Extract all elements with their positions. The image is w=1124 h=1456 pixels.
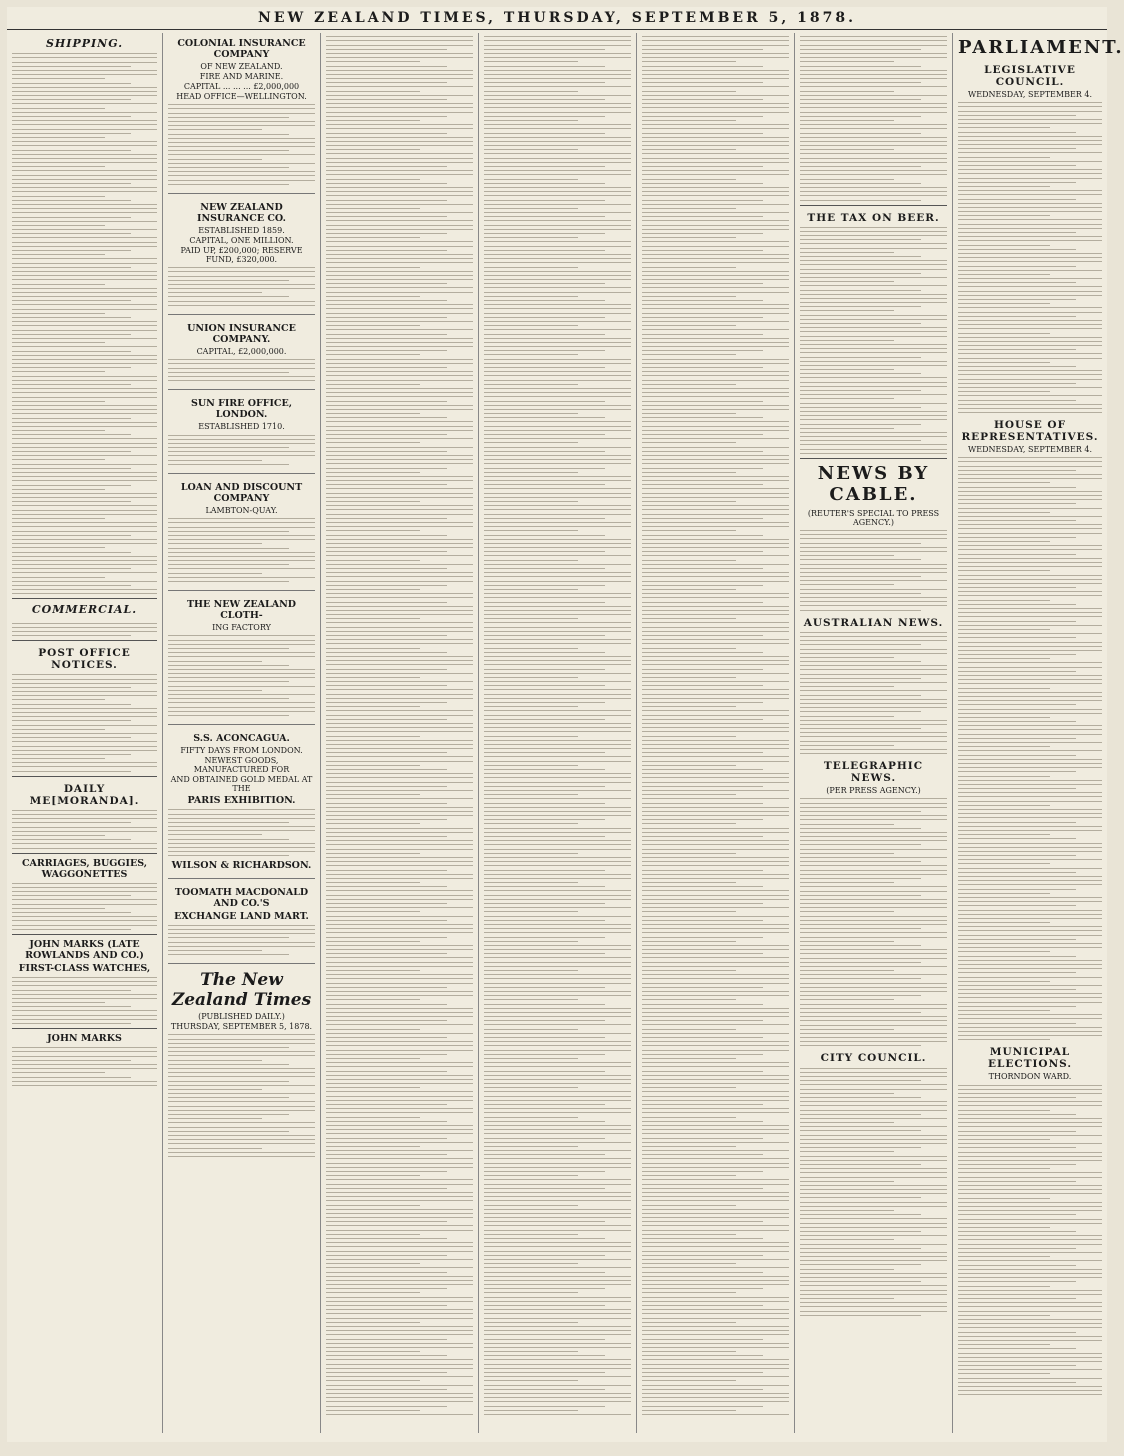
- cloth-heading: THE NEW ZEALAND CLOTH-: [186, 599, 296, 622]
- sun-heading: SUN FIRE OFFICE, LONDON.: [190, 398, 293, 421]
- masthead: NEW ZEALAND TIMES, THURSDAY, SEPTEMBER 5, 1878.: [7, 7, 1107, 30]
- editorial-text: [168, 1034, 315, 1156]
- marks2-heading: JOHN MARKS: [47, 1033, 122, 1044]
- loan-company-ad: LOAN AND DISCOUNT COMPANY LAMBTON-QUAY.: [168, 477, 315, 591]
- times-date: THURSDAY, SEPTEMBER 5, 1878.: [170, 1022, 313, 1032]
- toomath-heading: TOOMATH MACDONALD AND CO.'S: [174, 886, 309, 909]
- daily-heading: DAILY ME[MORANDA].: [29, 782, 140, 807]
- newspaper-page: [7, 7, 1124, 1442]
- post-office-heading: POST OFFICE NOTICES.: [38, 647, 131, 672]
- legislative-heading: LEGISLATIVE COUNCIL.: [984, 64, 1076, 88]
- parliament-heading: PARLIAMENT.: [958, 37, 1124, 58]
- column-5: [637, 33, 795, 1433]
- aconcagua-ad: S.S. ACONCAGUA. FIFTY DAYS FROM LONDON. NEWEST GOODS, MANUFACTURED FOR AND OBTAINED GOLD MEDAL AT THE PARIS EXHIBITION. WILSON & RICHARDSON.: [168, 728, 315, 878]
- column-6: THE TAX ON BEER. NEWS BY CABLE. (REUTER'S SPECIAL TO PRESS AGENCY.) AUSTRALIAN NEWS. TELEGRAPHIC NEWS. (PER PRESS AGENCY.) CITY COUNCIL.: [795, 33, 953, 1433]
- nz-insurance-heading: NEW ZEALAND INSURANCE CO.: [197, 201, 286, 224]
- australian-heading: AUSTRALIAN NEWS.: [803, 616, 944, 629]
- loan-heading: LOAN AND DISCOUNT COMPANY: [180, 482, 303, 504]
- municipal-heading: MUNICIPAL ELECTIONS.: [987, 1046, 1073, 1071]
- shipping-text: [12, 53, 157, 594]
- clothing-factory-ad: THE NEW ZEALAND CLOTH- ING FACTORY: [168, 594, 315, 725]
- toomath-ad: TOOMATH MACDONALD AND CO.'S EXCHANGE LAND MART.: [168, 882, 315, 965]
- colonial-heading: COLONIAL INSURANCE COMPANY: [177, 38, 306, 60]
- city-council-heading: CITY COUNCIL.: [820, 1052, 927, 1065]
- house-heading: HOUSE OF REPRESENTATIVES.: [961, 419, 1099, 444]
- nz-insurance-ad: NEW ZEALAND INSURANCE CO. ESTABLISHED 1859. CAPITAL, ONE MILLION. PAID UP, £200,000; RESERVE FUND, £320,000.: [168, 197, 315, 315]
- commercial-heading: COMMERCIAL.: [31, 603, 138, 617]
- news-heading: NEWS BY CABLE.: [817, 462, 930, 505]
- union-insurance-ad: UNION INSURANCE COMPANY. CAPITAL, £2,000,000.: [168, 318, 315, 390]
- column-3: [321, 33, 479, 1433]
- post-office-text: [12, 674, 157, 771]
- union-heading: UNION INSURANCE COMPANY.: [187, 323, 296, 345]
- sun-fire-ad: SUN FIRE OFFICE, LONDON. ESTABLISHED 1710.: [168, 393, 315, 474]
- column-7: PARLIAMENT. LEGISLATIVE COUNCIL. WEDNESDAY, SEPTEMBER 4. HOUSE OF REPRESENTATIVES. WEDNESDAY, SEPTEMBER 4. MUNICIPAL ELECTIONS. THORNDON WARD.: [953, 33, 1107, 1433]
- column-4: [479, 33, 637, 1433]
- carriages-heading: CARRIAGES, BUGGIES, WAGGONETTES: [21, 857, 148, 880]
- colonial-insurance-ad: COLONIAL INSURANCE COMPANY OF NEW ZEALAND. FIRE AND MARINE. CAPITAL ... ... ... £2,000,000 HEAD OFFICE—WELLINGTON.: [168, 33, 315, 194]
- column-1: [7, 33, 163, 1433]
- telegraphic-heading: TELEGRAPHIC NEWS.: [823, 760, 924, 785]
- column-2: COLONIAL INSURANCE COMPANY OF NEW ZEALAND. FIRE AND MARINE. CAPITAL ... ... ... £2,000,000 HEAD OFFICE—WELLINGTON. NEW ZEALAND INSURANCE CO. ESTABLISHED 1859. CAPITAL, ONE MILLION. PAID UP, £200,000; RESERVE FUND, £320,000. UNION INSURANCE COMPANY. CAPITAL, £2,000,000. SUN FIRE OFFICE, LONDON. ESTABLISHED 1710. LOAN AND DISCOUNT COMPANY LAMBTON-QUAY. THE NEW ZEALAND CLOTH- ING FACTORY S.S. ACONCAGUA. FIFTY DAYS FROM LONDON. NEWEST GOODS, MANUFACTURED FOR AND OBTAINED GOLD MEDAL AT THE PARIS EXHIBITION. WILSON & RICHARDSON. TOOMATH MACDONALD AND CO.'S EXCHANGE LAND MART. The New Zealand Times (PUBLISHED DAILY.) THURSDAY, SEPTEMBER 5, 1878.: [163, 33, 321, 1433]
- shipping-heading: SHIPPING.: [45, 37, 124, 50]
- watches-heading: FIRST-CLASS WATCHES,: [18, 962, 151, 974]
- marks-heading: JOHN MARKS (LATE ROWLANDS AND CO.): [25, 938, 144, 961]
- aconcagua-heading: S.S. ACONCAGUA.: [193, 733, 290, 745]
- tax-heading: THE TAX ON BEER.: [807, 211, 940, 224]
- times-title: The New Zealand Times: [171, 970, 312, 1011]
